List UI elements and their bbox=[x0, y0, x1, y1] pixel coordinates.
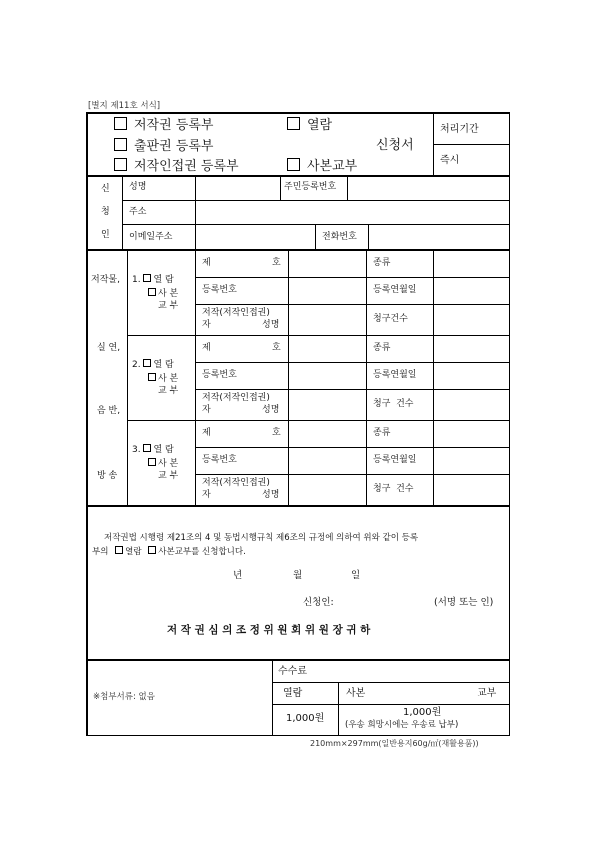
checkbox-icon bbox=[287, 117, 300, 130]
statement-option-view: 열람 bbox=[125, 547, 142, 557]
title-label-b: 호 bbox=[272, 343, 281, 353]
entry-option-issue-label: 교 부 bbox=[158, 471, 179, 481]
name-field[interactable] bbox=[196, 176, 280, 200]
issue-fee-label: 교부 bbox=[477, 688, 497, 699]
checkbox-icon bbox=[114, 117, 127, 130]
author-label-b: 성명 bbox=[262, 490, 280, 500]
author-label: 저작(저작인접권) bbox=[202, 393, 270, 403]
view-fee-label: 열람 bbox=[283, 688, 303, 699]
title-label-a: 제 bbox=[202, 258, 211, 268]
author-label: 저작(저작인접권) bbox=[202, 308, 270, 318]
checkbox-icon bbox=[114, 138, 127, 151]
day-label: 일 bbox=[351, 570, 361, 581]
statement-line-1: 저작권법 시행령 제21조의 4 및 동법시행규칙 제6조의 규정에 의하여 위와 같이 등록 bbox=[104, 533, 419, 543]
checkbox-icon bbox=[148, 373, 156, 381]
resident-id-label: 주민등록번호 bbox=[284, 182, 337, 192]
option-neighboring-register[interactable]: 저작인접권 등록부 bbox=[114, 158, 239, 174]
copy-fee-label: 사본 bbox=[346, 688, 366, 699]
entry-option-issue-label: 교 부 bbox=[158, 386, 179, 396]
kind-label: 종류 bbox=[373, 428, 391, 438]
author-label-a: 자 bbox=[202, 490, 211, 500]
copy-fee-value: 1,000원 bbox=[403, 707, 442, 718]
option-view[interactable]: 열람 bbox=[287, 117, 332, 133]
checkbox-icon bbox=[287, 158, 300, 171]
author-label-a: 자 bbox=[202, 320, 211, 330]
works-label-2: 실 연, bbox=[97, 343, 121, 353]
entry-option-issue-label: 교 부 bbox=[158, 301, 179, 311]
author-label-a: 자 bbox=[202, 405, 211, 415]
regno-label: 등록번호 bbox=[202, 455, 237, 465]
regno-label: 등록번호 bbox=[202, 285, 237, 295]
kind-label: 종류 bbox=[373, 258, 391, 268]
copy-fee-note: (우송 희망시에는 우송료 납부) bbox=[345, 720, 459, 730]
attachment-note: ※첨부서류: 없음 bbox=[93, 692, 155, 702]
title-label-a: 제 bbox=[202, 343, 211, 353]
month-label: 월 bbox=[293, 570, 303, 581]
applicant-label-3: 인 bbox=[101, 230, 110, 240]
form-number-tag: [별지 제11호 서식] bbox=[88, 101, 161, 111]
applicant-label-1: 신 bbox=[101, 184, 110, 194]
sign-or-seal-label: (서명 또는 인) bbox=[434, 597, 494, 608]
form-title: 신청서 bbox=[376, 138, 414, 153]
applicant-sign-field[interactable] bbox=[345, 594, 430, 610]
title-label-b: 호 bbox=[272, 258, 281, 268]
entry-option-view[interactable]: 3. 열 람 bbox=[132, 445, 174, 455]
statement-line-2: 부의 열람 사본교부를 신청합니다. bbox=[92, 547, 246, 557]
address-field[interactable] bbox=[196, 201, 509, 224]
option-publication-register[interactable]: 출판권 등록부 bbox=[114, 138, 213, 154]
year-label: 년 bbox=[233, 570, 243, 581]
entry-option-copy[interactable]: 사 본 bbox=[148, 373, 178, 385]
address-label: 주소 bbox=[129, 207, 147, 217]
regdate-label: 등록연월일 bbox=[373, 370, 417, 380]
phone-label: 전화번호 bbox=[322, 232, 357, 242]
count-label: 청구건수 bbox=[373, 314, 408, 324]
email-field[interactable] bbox=[196, 225, 315, 249]
option-copyright-register[interactable]: 저작권 등록부 bbox=[114, 117, 213, 133]
phone-field[interactable] bbox=[369, 225, 509, 249]
checkbox-icon bbox=[143, 444, 151, 452]
title-label-b: 호 bbox=[272, 428, 281, 438]
view-fee-value: 1,000원 bbox=[286, 713, 325, 724]
processing-period-label: 처리기간 bbox=[440, 124, 479, 135]
name-label: 성명 bbox=[129, 182, 147, 192]
author-label-b: 성명 bbox=[262, 320, 280, 330]
checkbox-icon bbox=[148, 458, 156, 466]
kind-label: 종류 bbox=[373, 343, 391, 353]
regno-label: 등록번호 bbox=[202, 370, 237, 380]
regdate-label: 등록연월일 bbox=[373, 455, 417, 465]
entry-option-view[interactable]: 1. 열 람 bbox=[132, 275, 174, 285]
checkbox-icon bbox=[148, 546, 156, 554]
checkbox-icon bbox=[143, 359, 151, 367]
fee-label: 수수료 bbox=[278, 666, 307, 677]
paper-spec-note: 210mm×297mm(일반용지60g/㎡(재활용품)) bbox=[310, 739, 479, 748]
regdate-label: 등록연월일 bbox=[373, 285, 417, 295]
processing-period-value: 즉시 bbox=[440, 155, 460, 166]
works-label-1: 저작물, bbox=[91, 275, 120, 285]
entry-option-view[interactable]: 2. 열 람 bbox=[132, 360, 174, 370]
entry-option-copy[interactable]: 사 본 bbox=[148, 458, 178, 470]
email-label: 이메일주소 bbox=[129, 232, 173, 242]
checkbox-icon bbox=[114, 158, 127, 171]
resident-id-field[interactable] bbox=[348, 176, 509, 200]
recipient: 저 작 권 심 의 조 정 위 원 회 위 원 장 귀 하 bbox=[167, 624, 371, 636]
entry-option-copy[interactable]: 사 본 bbox=[148, 288, 178, 300]
title-label-a: 제 bbox=[202, 428, 211, 438]
author-label-b: 성명 bbox=[262, 405, 280, 415]
count-label: 청구 건수 bbox=[373, 399, 414, 409]
applicant-label-2: 청 bbox=[101, 207, 110, 217]
option-copy-issue[interactable]: 사본교부 bbox=[287, 158, 357, 174]
works-label-4: 방 송 bbox=[97, 471, 118, 481]
count-label: 청구 건수 bbox=[373, 484, 414, 494]
works-label-3: 음 반, bbox=[97, 406, 121, 416]
author-label: 저작(저작인접권) bbox=[202, 478, 270, 488]
applicant-sign-label: 신청인: bbox=[303, 597, 334, 608]
checkbox-icon bbox=[143, 274, 151, 282]
checkbox-icon bbox=[148, 288, 156, 296]
checkbox-icon bbox=[115, 546, 123, 554]
